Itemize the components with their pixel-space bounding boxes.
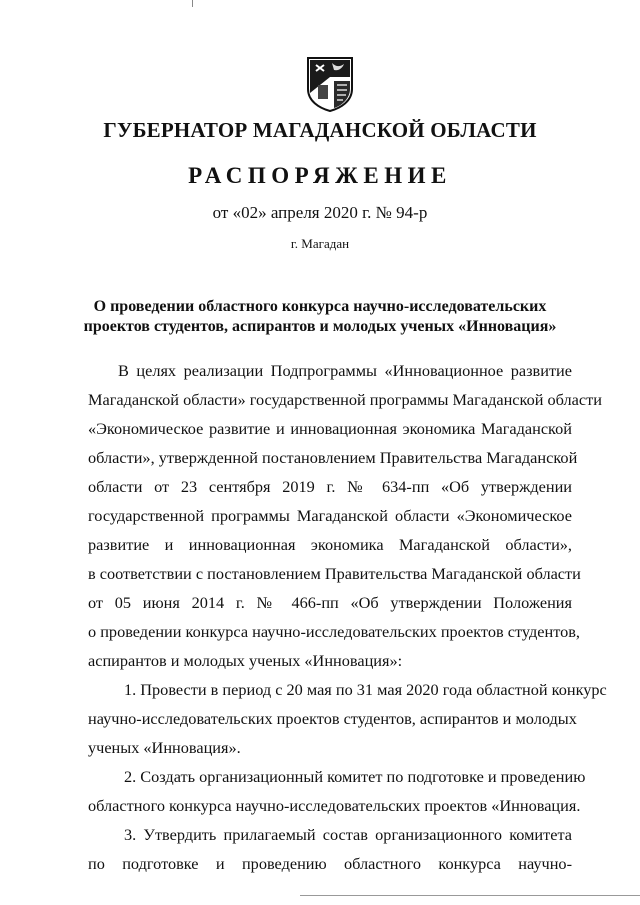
coat-of-arms-icon xyxy=(304,55,356,113)
subject-line: О проведении областного конкурса научно-исследовательских xyxy=(93,298,547,315)
preamble-line: области», утвержденной постановлением Правительства Магаданской xyxy=(88,448,578,467)
document-city: г. Магадан xyxy=(290,236,350,251)
preamble-line: о проведении конкурса научно-исследовательских проектов студентов, xyxy=(88,622,580,641)
item-1-line: ученых «Инновация». xyxy=(88,738,241,757)
document-date-number: от «02» апреля 2020 г. № 94-р xyxy=(212,203,428,222)
item-2-line: областного конкурса научно-исследовательских проектов «Инновация. xyxy=(88,796,581,815)
document-type: РАСПОРЯЖЕНИЕ xyxy=(188,163,452,188)
subject-line: проектов студентов, аспирантов и молодых ученых «Инновация» xyxy=(83,318,557,335)
preamble-line: аспирантов и молодых ученых «Инновация»: xyxy=(88,651,403,670)
item-3-line: по подготовке и проведению областного конкурса научно- xyxy=(88,854,572,873)
preamble-line: в соответствии с постановлением Правительства Магаданской области xyxy=(88,564,581,583)
item-1-line: научно-исследовательских проектов студентов, аспирантов и молодых xyxy=(88,709,577,728)
issuing-authority: ГУБЕРНАТОР МАГАДАНСКОЙ ОБЛАСТИ xyxy=(103,118,537,142)
scan-artifact xyxy=(192,0,193,7)
document-subject xyxy=(60,297,580,337)
preamble-line: развитие и инновационная экономика Магаданской области», xyxy=(88,535,572,554)
item-2-line: 2. Создать организационный комитет по подготовке и проведению xyxy=(124,767,586,786)
preamble-line: Магаданской области» государственной программы Магаданской области xyxy=(88,390,602,409)
scan-artifact xyxy=(300,895,640,896)
preamble-line: В целях реализации Подпрограммы «Инновационное развитие xyxy=(118,361,572,380)
preamble-line: области от 23 сентября 2019 г. № 634-пп «Об утверждении xyxy=(88,477,572,496)
item-1-line: 1. Провести в период с 20 мая по 31 мая 2020 года областной конкурс xyxy=(124,680,607,699)
item-3-line: 3. Утвердить прилагаемый состав организационного комитета xyxy=(124,825,572,844)
document-body xyxy=(88,356,607,878)
preamble-line: государственной программы Магаданской области «Экономическое xyxy=(88,506,572,525)
preamble-line: от 05 июня 2014 г. № 466-пп «Об утверждении Положения xyxy=(88,593,572,612)
preamble-line: «Экономическое развитие и инновационная экономика Магаданской xyxy=(88,419,572,438)
